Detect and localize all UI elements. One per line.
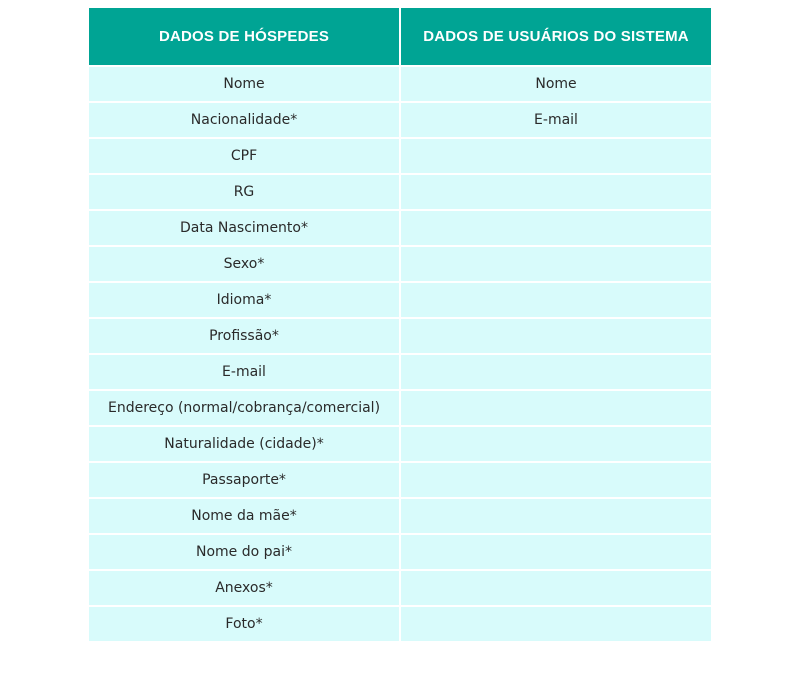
table-row	[89, 499, 711, 535]
table-row	[89, 607, 711, 643]
guest-field-cell: Idioma*	[89, 283, 399, 319]
guest-field-cell: Sexo*	[89, 247, 399, 283]
table-row	[89, 175, 711, 211]
guest-field-cell: E-mail	[89, 355, 399, 391]
guest-field-cell: Profissão*	[89, 319, 399, 355]
user-field-cell	[399, 355, 711, 391]
guest-field-cell: Endereço (normal/cobrança/comercial)	[89, 391, 399, 427]
user-field-cell	[399, 571, 711, 607]
header-guest-data: DADOS DE HÓSPEDES	[89, 8, 399, 67]
table-header-row	[89, 8, 711, 67]
table-row	[89, 319, 711, 355]
user-field-cell	[399, 427, 711, 463]
guest-field-cell: RG	[89, 175, 399, 211]
user-field-cell	[399, 211, 711, 247]
user-field-cell	[399, 391, 711, 427]
guest-field-cell: Nome da mãe*	[89, 499, 399, 535]
guest-field-cell: Foto*	[89, 607, 399, 643]
guest-field-cell: Nome do pai*	[89, 535, 399, 571]
user-field-cell	[399, 499, 711, 535]
user-field-cell	[399, 463, 711, 499]
user-field-cell	[399, 535, 711, 571]
guest-field-cell: Anexos*	[89, 571, 399, 607]
table-row	[89, 283, 711, 319]
table-row	[89, 463, 711, 499]
user-field-cell	[399, 283, 711, 319]
table-row	[89, 391, 711, 427]
user-field-cell	[399, 247, 711, 283]
guest-field-cell: Nacionalidade*	[89, 103, 399, 139]
user-field-cell: E-mail	[399, 103, 711, 139]
guest-field-cell: CPF	[89, 139, 399, 175]
table-row	[89, 571, 711, 607]
table-row	[89, 355, 711, 391]
header-system-user-data: DADOS DE USUÁRIOS DO SISTEMA	[399, 8, 711, 67]
table-row	[89, 211, 711, 247]
table-row	[89, 247, 711, 283]
guest-field-cell: Nome	[89, 67, 399, 103]
user-field-cell	[399, 139, 711, 175]
table-row	[89, 67, 711, 103]
user-field-cell	[399, 319, 711, 355]
table-row	[89, 103, 711, 139]
user-field-cell	[399, 607, 711, 643]
guest-field-cell: Naturalidade (cidade)*	[89, 427, 399, 463]
table-row	[89, 139, 711, 175]
user-field-cell	[399, 175, 711, 211]
user-field-cell: Nome	[399, 67, 711, 103]
data-comparison-table	[89, 8, 711, 643]
table-row	[89, 427, 711, 463]
guest-field-cell: Passaporte*	[89, 463, 399, 499]
table-row	[89, 535, 711, 571]
guest-field-cell: Data Nascimento*	[89, 211, 399, 247]
